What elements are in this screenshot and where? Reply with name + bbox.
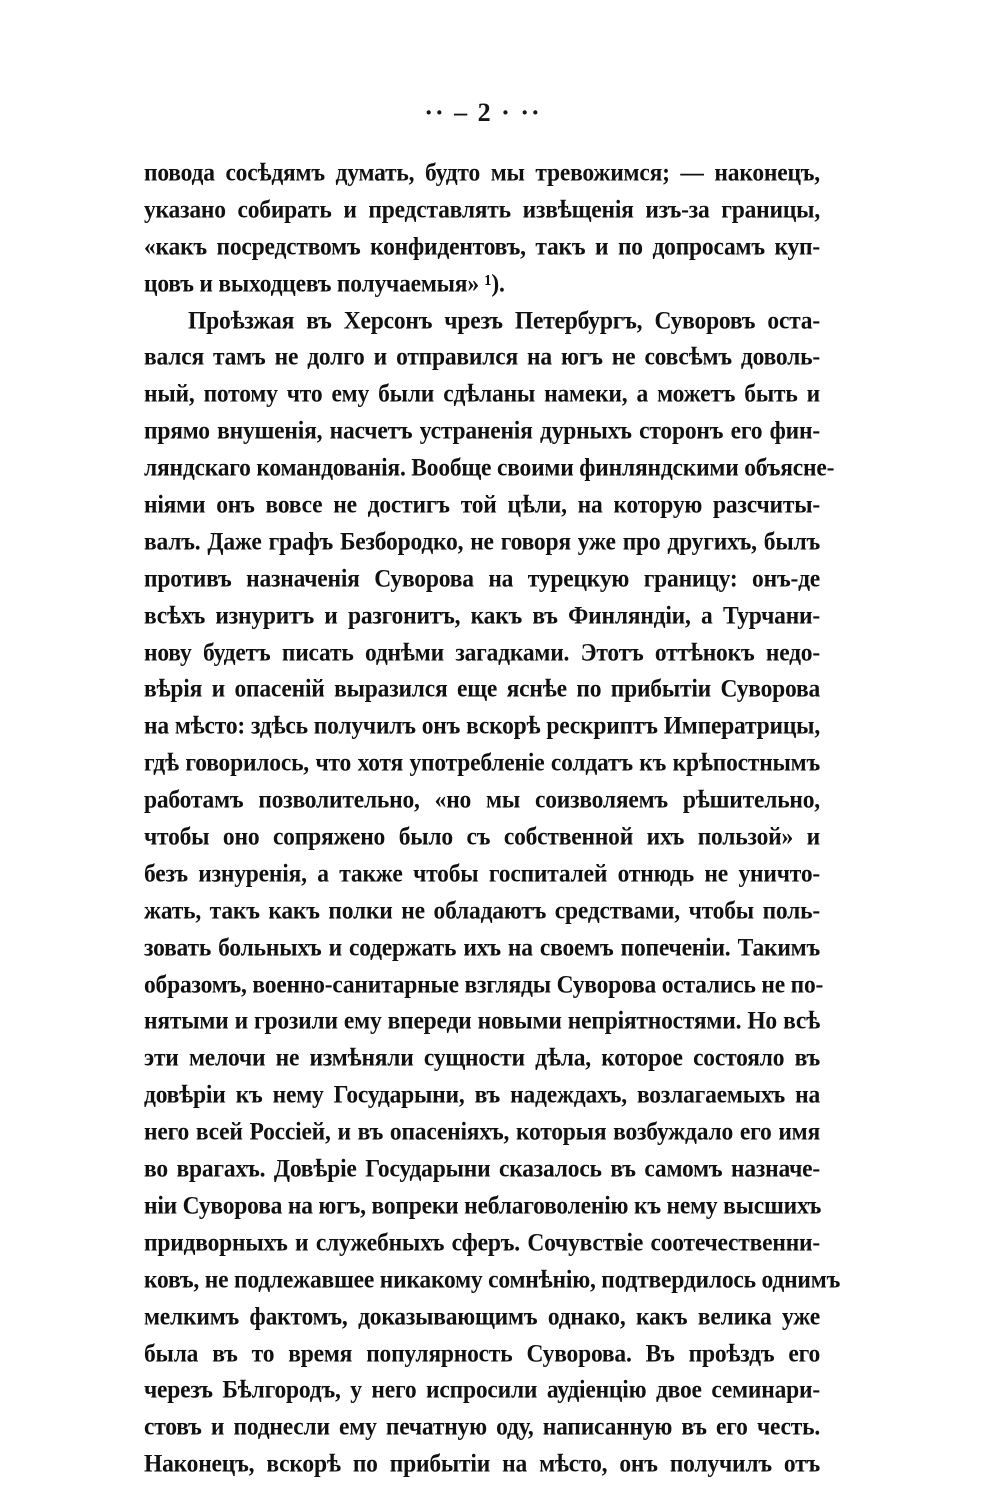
text-line: была въ то время популярность Суворова. Въ проѣздъ его — [144, 1339, 820, 1368]
text-line: ляндскаго командованія. Вообще своими финляндскими объясне- — [144, 454, 835, 483]
text-line: работамъ позволительно, «но мы соизволяемъ рѣшительно, — [144, 786, 820, 815]
text-line: образомъ, военно-санитарные взгляды Суворова остались не по- — [144, 970, 824, 999]
text-line: жать, такъ какъ полки не обладаютъ средствами, чтобы поль- — [144, 896, 820, 925]
text-line: довѣріи къ нему Государыни, въ надеждахъ, возлагаемыхъ на — [144, 1081, 820, 1110]
text-line: зовать больныхъ и содержать ихъ на своемъ попеченіи. Такимъ — [144, 933, 820, 962]
text-line: ніями онъ вовсе не достигъ той цѣли, на которую разсчиты- — [144, 490, 820, 520]
page-number: ·· – 2 · ·· — [424, 98, 542, 127]
text-line: прямо внушенія, насчетъ устраненія дурныхъ сторонъ его фин- — [144, 417, 820, 446]
paragraph-start-line: Проѣзжая въ Херсонъ чрезъ Петербургъ, Суворовъ оста- — [188, 306, 820, 335]
text-line: ніи Суворова на югъ, вопреки неблаговоленію къ нему высшихъ — [144, 1191, 822, 1220]
text-line: гдѣ говорилось, что хотя употребленіе солдатъ къ крѣпостнымъ — [144, 749, 820, 778]
text-line: нятыми и грозили ему впереди новыми непріятностями. Но всѣ — [144, 1007, 820, 1036]
text-line: него всей Россіей, и въ опасеніяхъ, которыя возбуждало его имя — [144, 1118, 820, 1147]
text-line: противъ назначенія Суворова на турецкую границу: онъ-де — [144, 564, 820, 593]
text-line: на мѣсто: здѣсь получилъ онъ вскорѣ рескриптъ Императрицы, — [144, 712, 820, 741]
text-line: эти мелочи не измѣняли сущности дѣла, которое состояло въ — [144, 1044, 820, 1073]
text-line: Наконецъ, вскорѣ по прибытіи на мѣсто, онъ получилъ отъ — [144, 1450, 820, 1479]
text-line: чтобы оно сопряжено было съ собственной ихъ пользой» и — [144, 822, 820, 852]
text-line: стовъ и поднесли ему печатную оду, написанную въ его честь. — [144, 1413, 820, 1442]
text-line: ный, потому что ему были сдѣланы намеки, а можетъ быть и — [144, 380, 820, 409]
text-line: мелкимъ фактомъ, доказывающимъ однако, какъ велика уже — [144, 1302, 820, 1331]
text-line: во врагахъ. Довѣріе Государыни сказалось въ самомъ назначе- — [144, 1154, 820, 1184]
text-line: «какъ посредствомъ конфидентовъ, такъ и по допросамъ куп- — [144, 232, 820, 261]
text-line: всѣхъ изнуритъ и разгонитъ, какъ въ Финляндіи, а Турчани- — [144, 601, 820, 630]
text-line: нову будетъ писать однѣми загадками. Этотъ оттѣнокъ недо- — [144, 638, 820, 667]
text-line: черезъ Бѣлгородъ, у него испросили аудіенцію двое семинари- — [144, 1376, 820, 1405]
text-line: ковъ, не подлежавшее никакому сомнѣнію, подтвердилось однимъ — [144, 1265, 841, 1294]
text-line: цовъ и выходцевъ получаемыя» ¹). — [144, 269, 505, 298]
text-line: указано собирать и представлять извѣщенія изъ-за границы, — [144, 195, 820, 224]
text-line: безъ изнуренія, а также чтобы госпиталей отнюдь не уничто- — [144, 859, 820, 888]
text-line: вѣрія и опасеній выразился еще яснѣе по прибытіи Суворова — [144, 675, 820, 704]
text-line: вался тамъ не долго и отправился на югъ не совсѣмъ доволь- — [144, 343, 820, 372]
text-line: придворныхъ и служебныхъ сферъ. Сочувствіе соотечественни- — [144, 1228, 820, 1257]
body-text — [144, 155, 841, 1483]
text-line: валъ. Даже графъ Безбородко, не говоря уже про другихъ, былъ — [144, 527, 820, 556]
text-line: повода сосѣдямъ думать, будто мы тревожимся; — наконецъ, — [144, 158, 820, 188]
